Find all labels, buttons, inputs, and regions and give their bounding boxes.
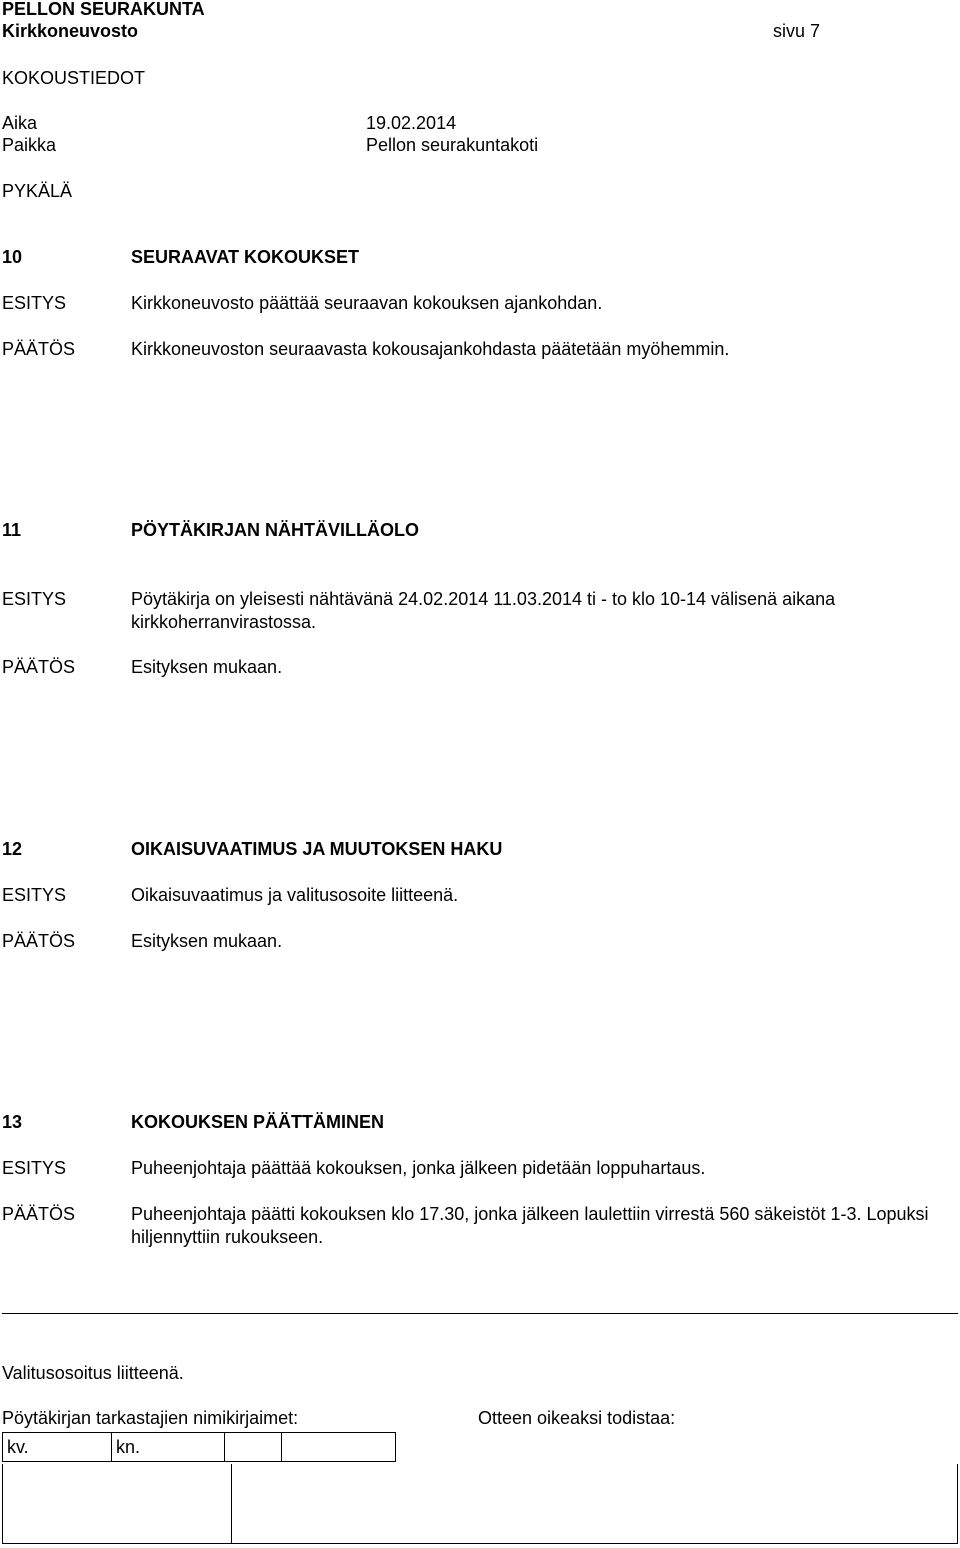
section-number: 10 — [2, 247, 23, 267]
footer-divider — [2, 1313, 958, 1314]
section-number: 12 — [2, 839, 23, 859]
place-label: Paikka — [2, 135, 57, 155]
governing-body: Kirkkoneuvosto — [2, 21, 139, 41]
section-title: KOKOUKSEN PÄÄTTÄMINEN — [131, 1112, 385, 1132]
initials-cell-empty[interactable] — [282, 1433, 396, 1462]
initials-cell-kn[interactable]: kn. — [112, 1433, 225, 1462]
decision-text: Puheenjohtaja päätti kokouksen klo 17.30, jonka jälkeen laulettiin virrestä 560 säkeistöt 1-3. Lopuksi hiljennyttiin rukoukseen. — [131, 1204, 929, 1247]
section-title: PÖYTÄKIRJAN NÄHTÄVILLÄOLO — [131, 520, 419, 540]
page-number: sivu 7 — [773, 21, 821, 41]
proposal-label: ESITYS — [2, 885, 67, 905]
inspectors-initials-label: Pöytäkirjan tarkastajien nimikirjaimet: — [2, 1408, 299, 1428]
appeal-note: Valitusosoitus liitteenä. — [2, 1363, 184, 1383]
proposal-text: Oikaisuvaatimus ja valitusosoite liitteenä. — [131, 885, 459, 905]
proposal-text: Kirkkoneuvosto päättää seuraavan kokouksen ajankohdan. — [131, 293, 603, 313]
time-label: Aika — [2, 113, 38, 133]
signature-box-divider — [231, 1464, 232, 1543]
proposal-label: ESITYS — [2, 1158, 67, 1178]
decision-text: Esityksen mukaan. — [131, 657, 283, 677]
initials-table — [2, 1432, 396, 1462]
decision-label: PÄÄTÖS — [2, 1204, 76, 1224]
organization-name: PELLON SEURAKUNTA — [2, 0, 205, 19]
signature-box[interactable] — [2, 1464, 958, 1544]
section-title: OIKAISUVAATIMUS JA MUUTOKSEN HAKU — [131, 839, 503, 859]
proposal-label: ESITYS — [2, 293, 67, 313]
initials-cell-kv[interactable]: kv. — [3, 1433, 112, 1462]
time-value: 19.02.2014 — [366, 113, 457, 133]
decision-label: PÄÄTÖS — [2, 931, 76, 951]
decision-text: Esityksen mukaan. — [131, 931, 283, 951]
meeting-info-heading: KOKOUSTIEDOT — [2, 68, 146, 88]
proposal-text: Pöytäkirja on yleisesti nähtävänä 24.02.2014 11.03.2014 ti - to klo 10-14 välisenä aikana kirkkoherranvirastossa. — [131, 589, 836, 632]
certified-copy-label: Otteen oikeaksi todistaa: — [478, 1408, 676, 1428]
decision-text: Kirkkoneuvoston seuraavasta kokousajankohdasta päätetään myöhemmin. — [131, 339, 730, 359]
proposal-text: Puheenjohtaja päättää kokouksen, jonka jälkeen pidetään loppuhartaus. — [131, 1158, 706, 1178]
proposal-label: ESITYS — [2, 589, 67, 609]
section-number: 13 — [2, 1112, 23, 1132]
decision-label: PÄÄTÖS — [2, 339, 76, 359]
decision-label: PÄÄTÖS — [2, 657, 76, 677]
section-column-label: PYKÄLÄ — [2, 181, 73, 201]
section-title: SEURAAVAT KOKOUKSET — [131, 247, 360, 267]
section-number: 11 — [2, 520, 22, 540]
place-value: Pellon seurakuntakoti — [366, 135, 539, 155]
initials-cell-empty[interactable] — [225, 1433, 282, 1462]
